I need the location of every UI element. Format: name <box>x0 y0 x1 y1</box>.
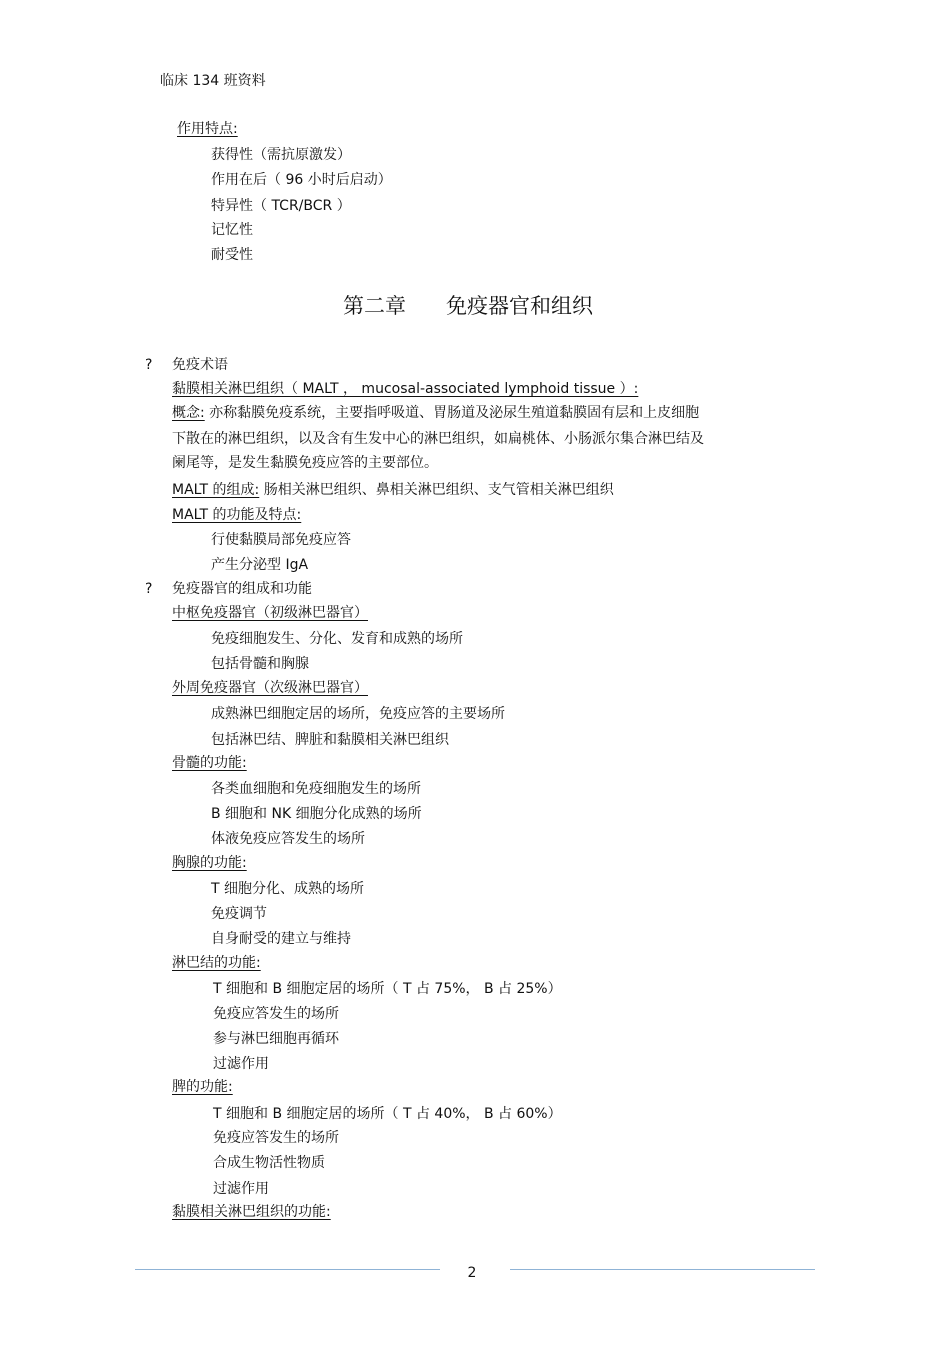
chapter-title: 第二章 免疫器官和组织 <box>342 294 594 318</box>
thymus-title: 胸腺的功能: <box>172 855 247 871</box>
lymph-node-title: 淋巴结的功能: <box>172 955 261 971</box>
list-item: 各类血细胞和免疫细胞发生的场所 <box>211 781 421 797</box>
concept-line-1 <box>172 403 699 423</box>
section-title-characteristics: 作用特点: <box>177 121 238 137</box>
concept-text-3: 阑尾等，是发生黏膜免疫应答的主要部位。 <box>172 455 438 471</box>
malt-definition-title: 黏膜相关淋巴组织（ MALT ， mucosal-associated lymphoid tissue ）: <box>172 381 639 397</box>
peripheral-organs-title: 外周免疫器官（次级淋巴器官） <box>172 680 368 696</box>
list-item: 包括骨髓和胸腺 <box>211 656 309 672</box>
malt-function-title: MALT 的功能及特点: <box>172 507 302 523</box>
list-item: 成熟淋巴细胞定居的场所，免疫应答的主要场所 <box>211 706 505 722</box>
list-item: 包括淋巴结、脾脏和黏膜相关淋巴组织 <box>211 732 449 748</box>
list-item: 体液免疫应答发生的场所 <box>211 831 365 847</box>
malt-function-section-title: 黏膜相关淋巴组织的功能: <box>172 1204 331 1220</box>
spleen-title: 脾的功能: <box>172 1079 233 1095</box>
page-header-title: 临床 134 班资料 <box>160 73 266 89</box>
list-item: 自身耐受的建立与维持 <box>211 931 351 947</box>
bullet-marker: ? <box>145 357 153 373</box>
list-item: 免疫细胞发生、分化、发育和成熟的场所 <box>211 631 463 647</box>
concept-text-1: 亦称黏膜免疫系统，主要指呼吸道、胃肠道及泌尿生殖道黏膜固有层和上皮细胞 <box>209 405 700 421</box>
terms-heading: 免疫术语 <box>172 357 228 373</box>
malt-composition-line <box>172 480 614 500</box>
list-item: 合成生物活性物质 <box>213 1155 325 1171</box>
bullet-marker: ? <box>145 581 153 597</box>
organs-heading: 免疫器官的组成和功能 <box>172 581 312 597</box>
list-item: T 细胞和 B 细胞定居的场所（ T 占 40%， B 占 60%） <box>213 1106 562 1122</box>
list-item: 产生分泌型 IgA <box>211 557 309 573</box>
composition-text: 肠相关淋巴组织、鼻相关淋巴组织、支气管相关淋巴组织 <box>263 482 614 498</box>
composition-label: MALT 的组成: <box>172 482 260 498</box>
list-item: 过滤作用 <box>213 1181 269 1197</box>
list-item: 免疫应答发生的场所 <box>213 1130 339 1146</box>
page-number: 2 <box>467 1265 477 1281</box>
concept-text-2: 下散在的淋巴组织，以及含有生发中心的淋巴组织，如扁桃体、小肠派尔集合淋巴结及 <box>172 431 704 447</box>
footer-rule-left <box>135 1269 440 1270</box>
central-organs-title: 中枢免疫器官（初级淋巴器官） <box>172 605 368 621</box>
footer-rule-right <box>510 1269 815 1270</box>
bone-marrow-title: 骨髓的功能: <box>172 755 247 771</box>
list-item: 行使黏膜局部免疫应答 <box>211 532 351 548</box>
list-item: T 细胞和 B 细胞定居的场所（ T 占 75%， B 占 25%） <box>213 981 562 997</box>
list-item: B 细胞和 NK 细胞分化成熟的场所 <box>211 806 422 822</box>
list-item: T 细胞分化、成熟的场所 <box>211 881 365 897</box>
list-item: 过滤作用 <box>213 1056 269 1072</box>
list-item: 获得性（需抗原激发） <box>211 147 351 163</box>
list-item: 参与淋巴细胞再循环 <box>213 1031 339 1047</box>
list-item: 免疫应答发生的场所 <box>213 1006 339 1022</box>
list-item: 记忆性 <box>211 222 253 238</box>
list-item: 作用在后（ 96 小时后启动） <box>211 172 392 188</box>
list-item: 耐受性 <box>211 247 253 263</box>
concept-label: 概念: <box>172 405 205 421</box>
list-item: 特异性（ TCR/BCR ） <box>211 198 351 214</box>
list-item: 免疫调节 <box>211 906 267 922</box>
